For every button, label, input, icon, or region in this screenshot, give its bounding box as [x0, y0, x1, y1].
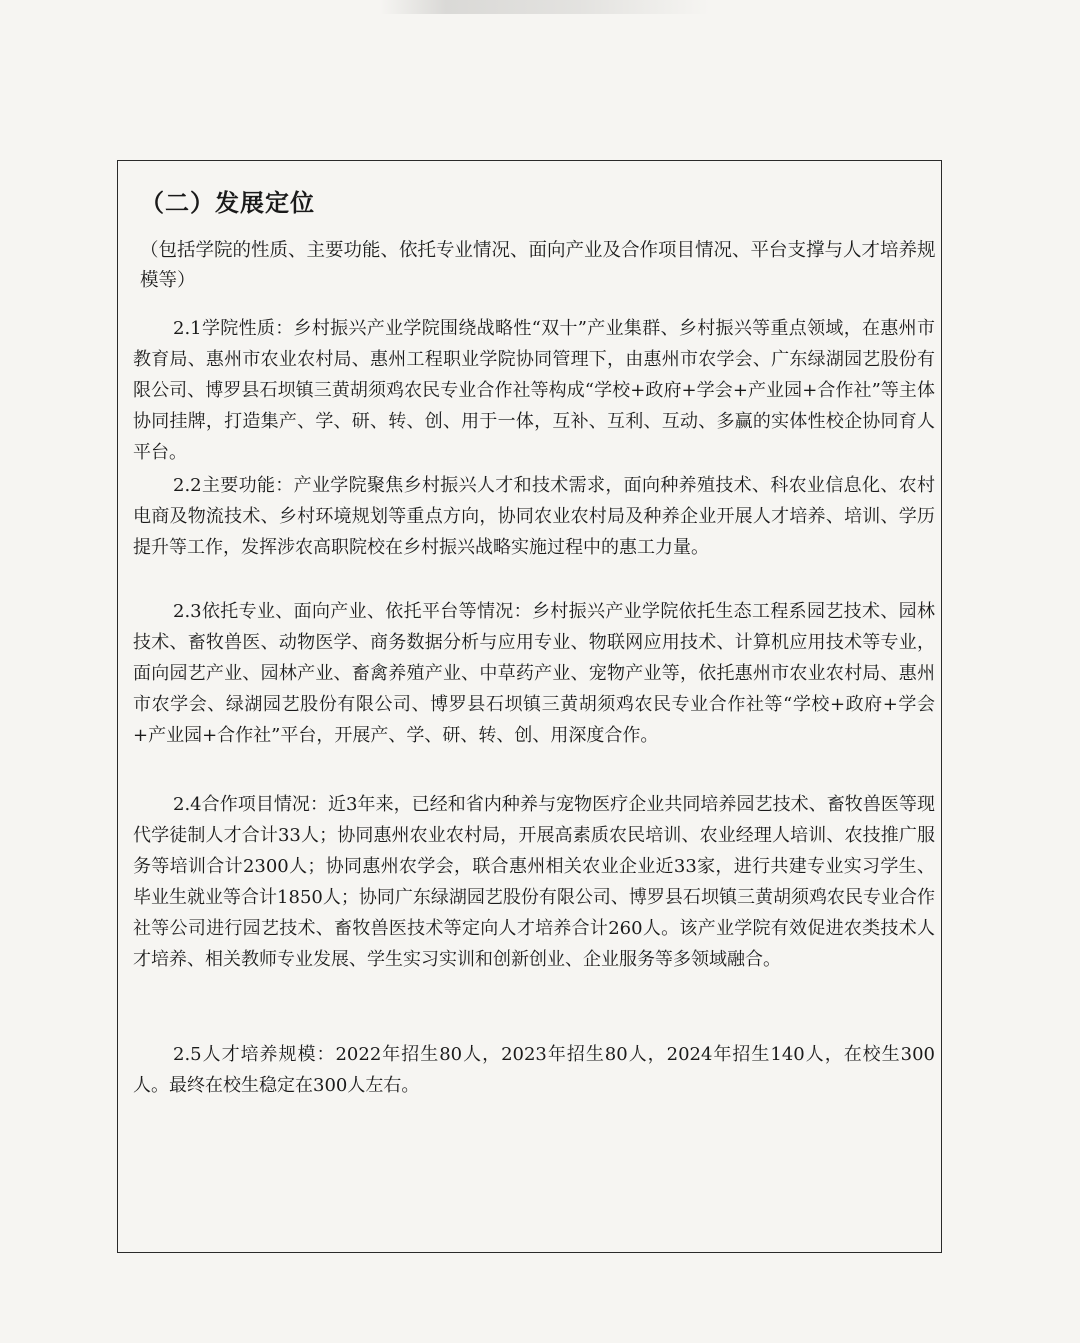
section-title: （二）发展定位 — [140, 189, 315, 217]
paragraph-majors-industries-platforms: 2.3依托专业、面向产业、依托平台等情况：乡村振兴产业学院依托生态工程系园艺技术、园林技术、畜牧兽医、动物医学、商务数据分析与应用专业、物联网应用技术、计算机应用技术等专业，面向园艺产业、园林产业、畜禽养殖产业、中草药产业、宠物产业等，依托惠州市农业农村局、惠州市农学会、绿湖园艺股份有限公司、博罗县石坝镇三黄胡须鸡农民专业合作社等“学校+政府+学会+产业园+合作社”平台，开展产、学、研、转、创、用深度合作。 — [133, 601, 935, 746]
paragraph-training-scale: 2.5人才培养规模：2022年招生80人，2023年招生80人，2024年招生140人，在校生300人。最终在校生稳定在300人左右。 — [133, 1044, 935, 1096]
paragraph-main-functions: 2.2主要功能：产业学院聚焦乡村振兴人才和技术需求，面向种养殖技术、科农业信息化、农村电商及物流技术、乡村环境规划等重点方向，协同农业农村局及种养企业开展人才培养、培训、学历提升等工作，发挥涉农高职院校在乡村振兴战略实施过程中的惠工力量。 — [133, 475, 935, 558]
paragraph-cooperation-projects: 2.4合作项目情况：近3年来，已经和省内种养与宠物医疗企业共同培养园艺技术、畜牧兽医等现代学徒制人才合计33人；协同惠州农业农村局，开展高素质农民培训、农业经理人培训、农技推广服务等培训合计2300人；协同惠州农学会，联合惠州相关农业企业近33家，进行共建专业实习学生、毕业生就业等合计1850人；协同广东绿湖园艺股份有限公司、博罗县石坝镇三黄胡须鸡农民专业合作社等公司进行园艺技术、畜牧兽医技术等定向人才培养合计260人。该产业学院有效促进农类技术人才培养、相关教师专业发展、学生实习实训和创新创业、企业服务等多领域融合。 — [133, 794, 935, 970]
section-note: （包括学院的性质、主要功能、依托专业情况、面向产业及合作项目情况、平台支撑与人才培养规模等） — [140, 240, 936, 291]
scan-bleed-through — [380, 0, 710, 14]
paragraph-college-nature: 2.1学院性质：乡村振兴产业学院围绕战略性“双十”产业集群、乡村振兴等重点领域，在惠州市教育局、惠州市农业农村局、惠州工程职业学院协同管理下，由惠州市农学会、广东绿湖园艺股份有限公司、博罗县石坝镇三黄胡须鸡农民专业合作社等构成“学校+政府+学会+产业园+合作社”等主体协同挂牌，打造集产、学、研、转、创、用于一体，互补、互利、互动、多赢的实体性校企协同育人平台。 — [133, 318, 935, 463]
